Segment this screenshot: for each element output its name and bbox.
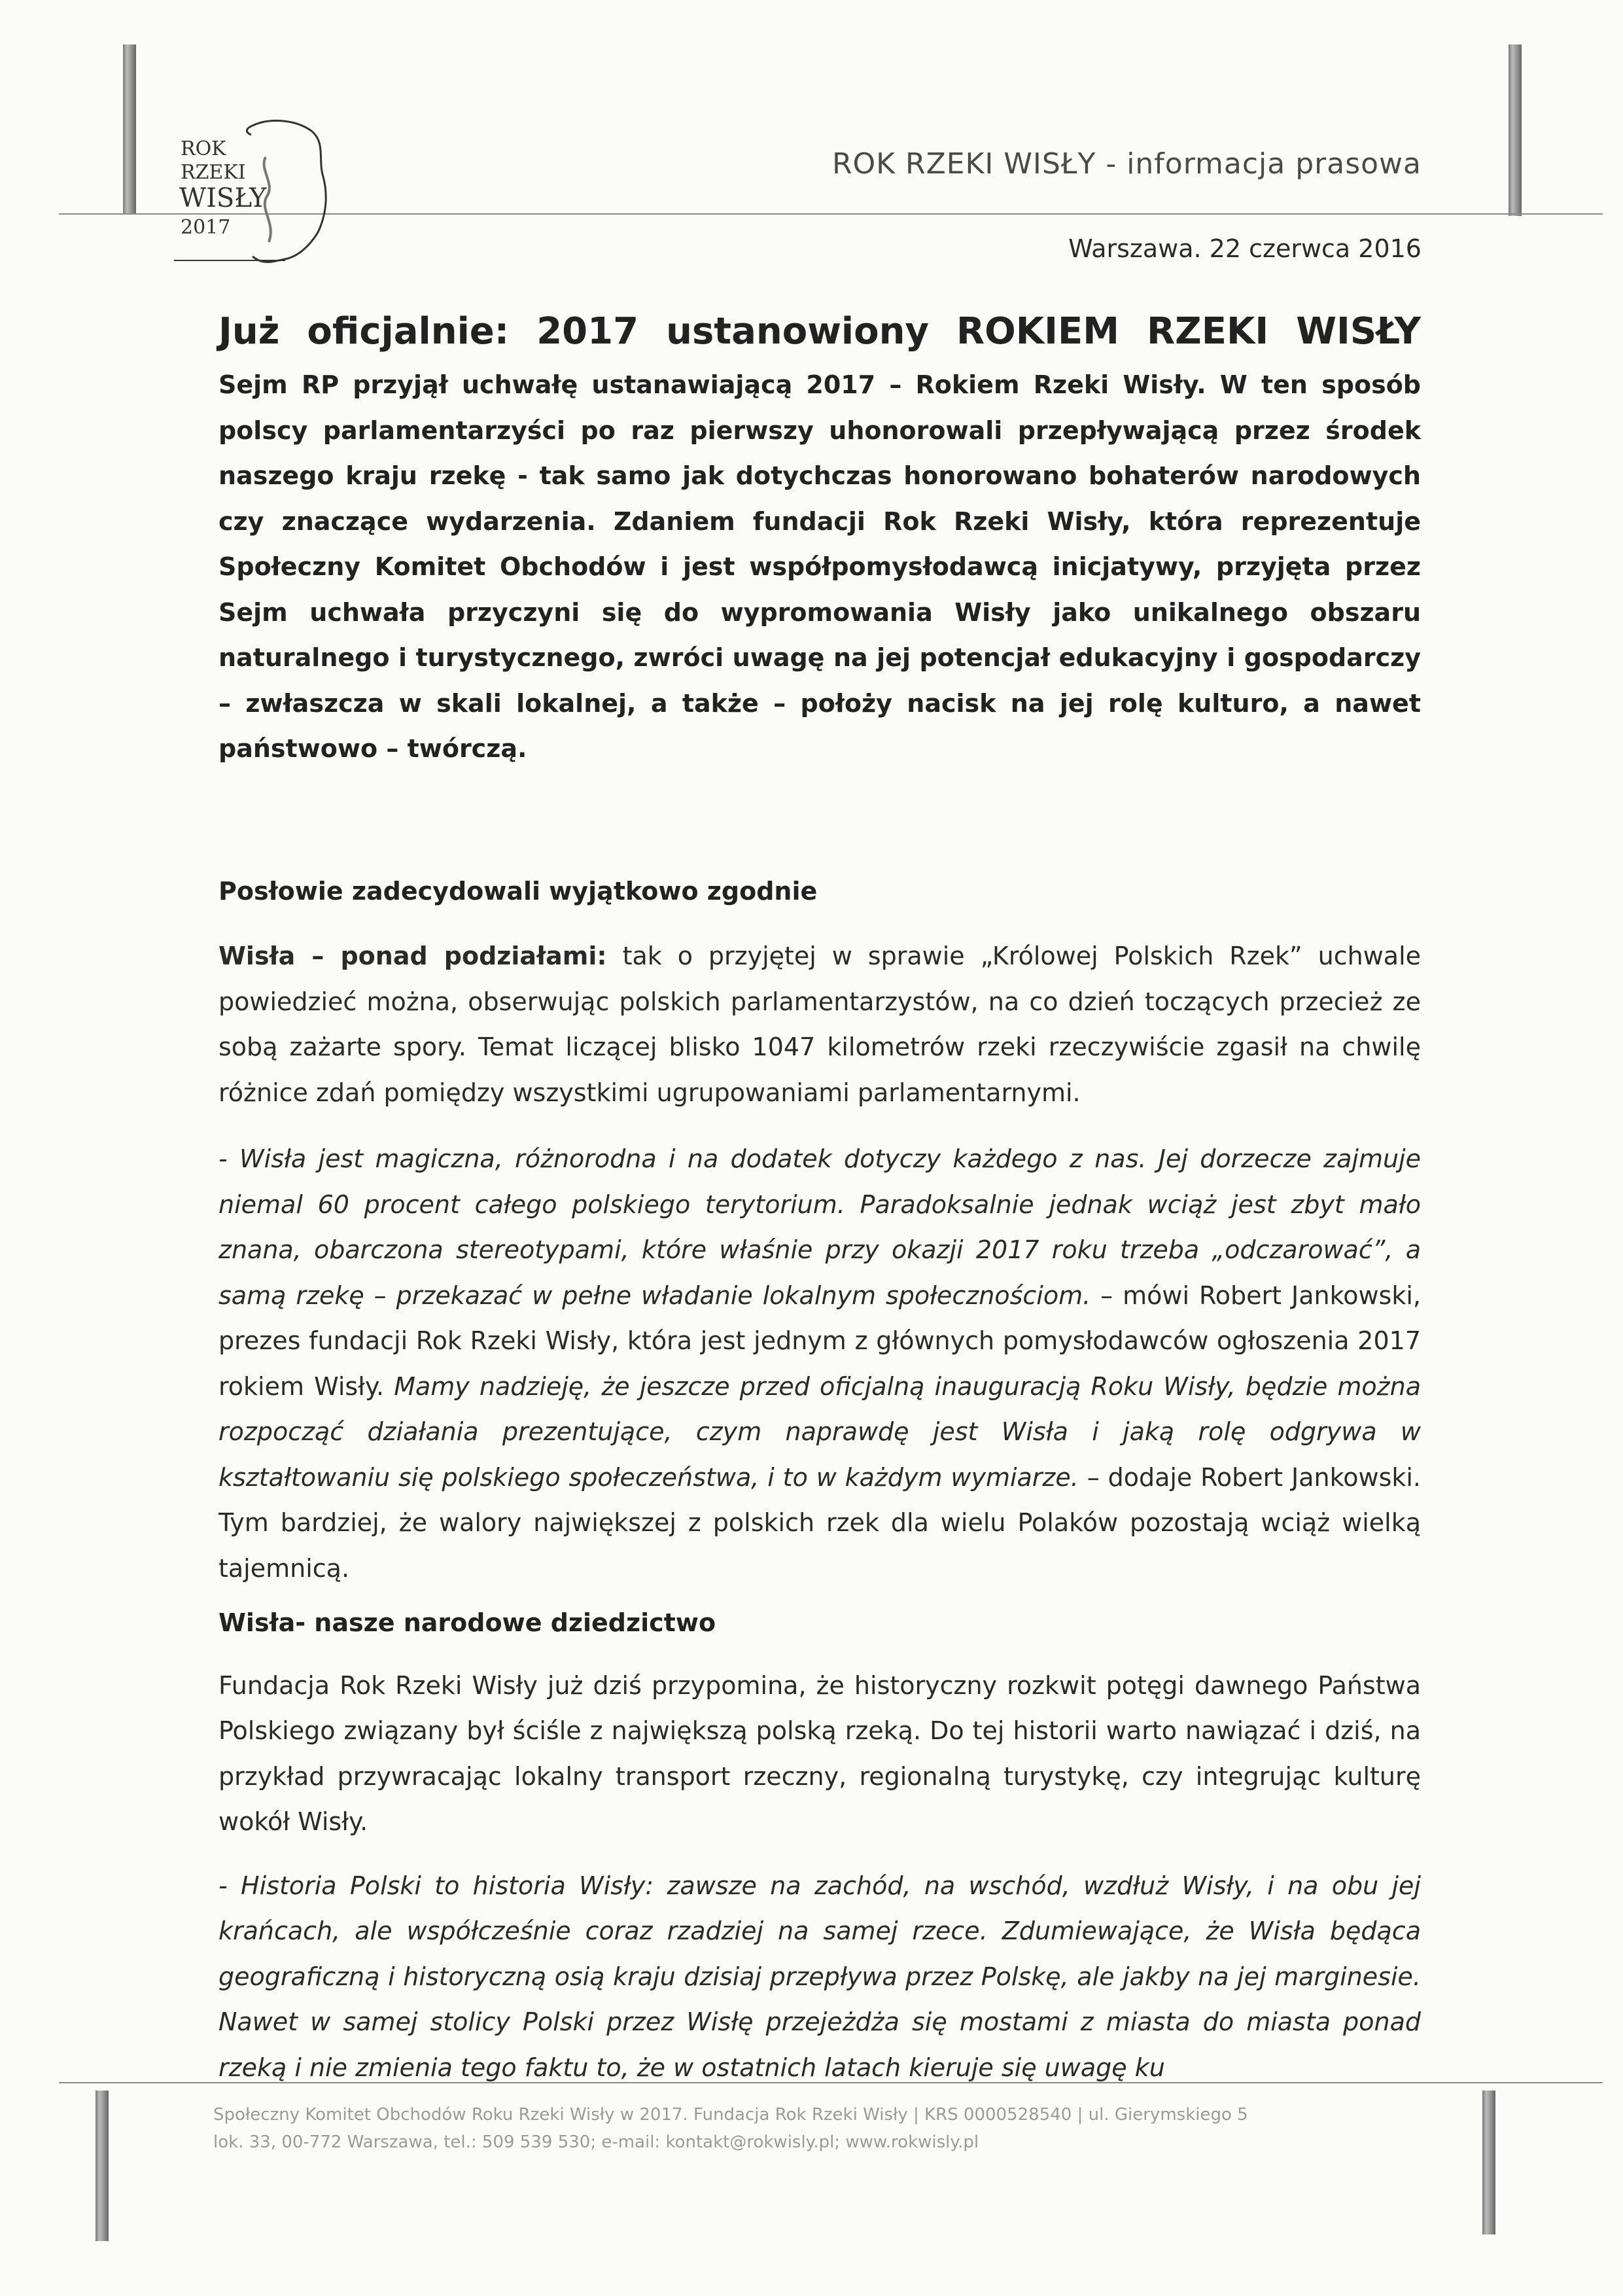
footer-line-2: lok. 33, 00-772 Warszawa, tel.: 509 539 530; e-mail: kontakt@rokwisly.pl; www.rokwisly.pl: [213, 2132, 979, 2152]
logo-text-rok: ROK: [181, 137, 226, 160]
section1-paragraph-2: [218, 1137, 1421, 1591]
section1-bold-intro: Wisła – ponad podziałami:: [218, 942, 607, 970]
article-title: Już oficjalnie: 2017 ustanowiony ROKIEM RZEKI WISŁY: [218, 310, 1421, 353]
section2-paragraph-1: Fundacja Rok Rzeki Wisły już dziś przypomina, że historyczny rozkwit potęgi dawnego Państwa Polskiego związany był ściśle z największą polską rzeką. Do tej historii warto nawiązać i dziś, na przykład przywracając lokalny transport rzeczny, regionalną turystykę, czy integrując kulturę wokół Wisły.: [218, 1670, 1421, 1836]
date-line: Warszawa. 22 czerwca 2016: [1068, 234, 1422, 263]
quote-jankowski-2: Mamy nadzieję, że jeszcze przed oficjalną inauguracją Roku Wisły, będzie można rozpocząć działania prezentujące, czym naprawdę jest Wisła i jaką rolę odgrywa w kształtowaniu się polskiego społeczeństwa, i to w każdym wymiarze.: [218, 1371, 1421, 1492]
section2-paragraph-2: - Historia Polski to historia Wisły: zawsze na zachód, na wschód, wzdłuż Wisły, i na obu jej krańcach, ale współcześnie coraz rzadziej na samej rzece. Zdumiewające, że Wisła będąca geograficzną i historyczną osią kraju dzisiaj przepływa przez Polskę, ale jakby na jej marginesie. Nawet w samej stolicy Polski przez Wisłę przejeżdża się mostami z miasta do miasta ponad rzeką i nie zmienia tego faktu to, że w ostatnich latach kieruje się uwagę ku: [218, 1871, 1421, 2082]
logo-text-rzeki: RZEKI: [181, 161, 246, 184]
logo-text-year: 2017: [181, 216, 231, 239]
rok-rzeki-wisly-logo: [154, 111, 351, 268]
right-margin-bar-top: [1509, 44, 1522, 216]
section-heading-2: Wisła- nasze narodowe dziedzictwo: [218, 1608, 716, 1637]
left-margin-bar-top: [123, 44, 136, 213]
right-margin-bar-bottom: [1482, 2091, 1495, 2234]
footer-line-1: Społeczny Komitet Obchodów Roku Rzeki Wisły w 2017. Fundacja Rok Rzeki Wisły | KRS 0000528540 | ul. Gierymskiego 5: [213, 2105, 1248, 2125]
section-heading-1: Posłowie zadecydowali wyjątkowo zgodnie: [218, 876, 818, 906]
lead-paragraph: Sejm RP przyjął uchwałę ustanawiającą 2017 – Rokiem Rzeki Wisły. W ten sposób polscy parlamentarzyści po raz pierwszy uhonorowali przepływającą przez środek naszego kraju rzekę - tak samo jak dotychczas honorowano bohaterów narodowych czy znaczące wydarzenia. Zdaniem fundacji Rok Rzeki Wisły, która reprezentuje Społeczny Komitet Obchodów i jest współpomysłodawcą inicjatywy, przyjęta przez Sejm uchwała przyczyni się do wypromowania Wisły jako unikalnego obszaru naturalnego i turystycznego, zwróci uwagę na jej potencjał edukacyjny i gospodarczy – zwłaszcza w skali lokalnej, a także – położy nacisk na jej rolę kulturo, a nawet państwowo – twórczą.: [218, 370, 1421, 763]
section1-p1-text: tak o przyjętej w sprawie „Królowej Polskich Rzek” uchwale powiedzieć można, obserwując polskich parlamentarzystów, na co dzień toczących przecież ze sobą zażarte spory. Temat liczącej blisko 1047 kilometrów rzeki rzeczywiście zgasił na chwilę różnice zdań pomiędzy wszystkimi ugrupowaniami parlamentarnymi.: [218, 942, 1421, 1107]
article-body: [218, 308, 1421, 2091]
section1-p2-text1: – mówi Robert Jankowski, prezes fundacji Rok Rzeki Wisły, która jest jednym z głównych pomysłodawców ogłoszenia 2017 rokiem Wisły.: [218, 1280, 1422, 1401]
footer: [213, 2101, 1417, 2156]
logo-text-wisly: WISŁY: [179, 183, 267, 213]
header-title: ROK RZEKI WISŁY - informacja prasowa: [831, 147, 1422, 181]
quote-jankowski-1: - Wisła jest magiczna, różnorodna i na dodatek dotyczy każdego z nas. Jej dorzecze zajmuje niemal 60 procent całego polskiego terytorium. Paradoksalnie jednak wciąż jest zbyt mało znana, obarczona stereotypami, które właśnie przy okazji 2017 roku trzeba „odczarować”, a samą rzekę – przekazać w pełne władanie lokalnym społecznościom.: [218, 1144, 1421, 1310]
section1-p2-text2: – dodaje Robert Jankowski. Tym bardziej, że walory największej z polskich rzek dla wielu Polaków pozostają wciąż wielką tajemnicą.: [218, 1462, 1422, 1583]
section1-paragraph-1: [218, 934, 1421, 1116]
left-margin-bar-bottom: [96, 2091, 109, 2241]
